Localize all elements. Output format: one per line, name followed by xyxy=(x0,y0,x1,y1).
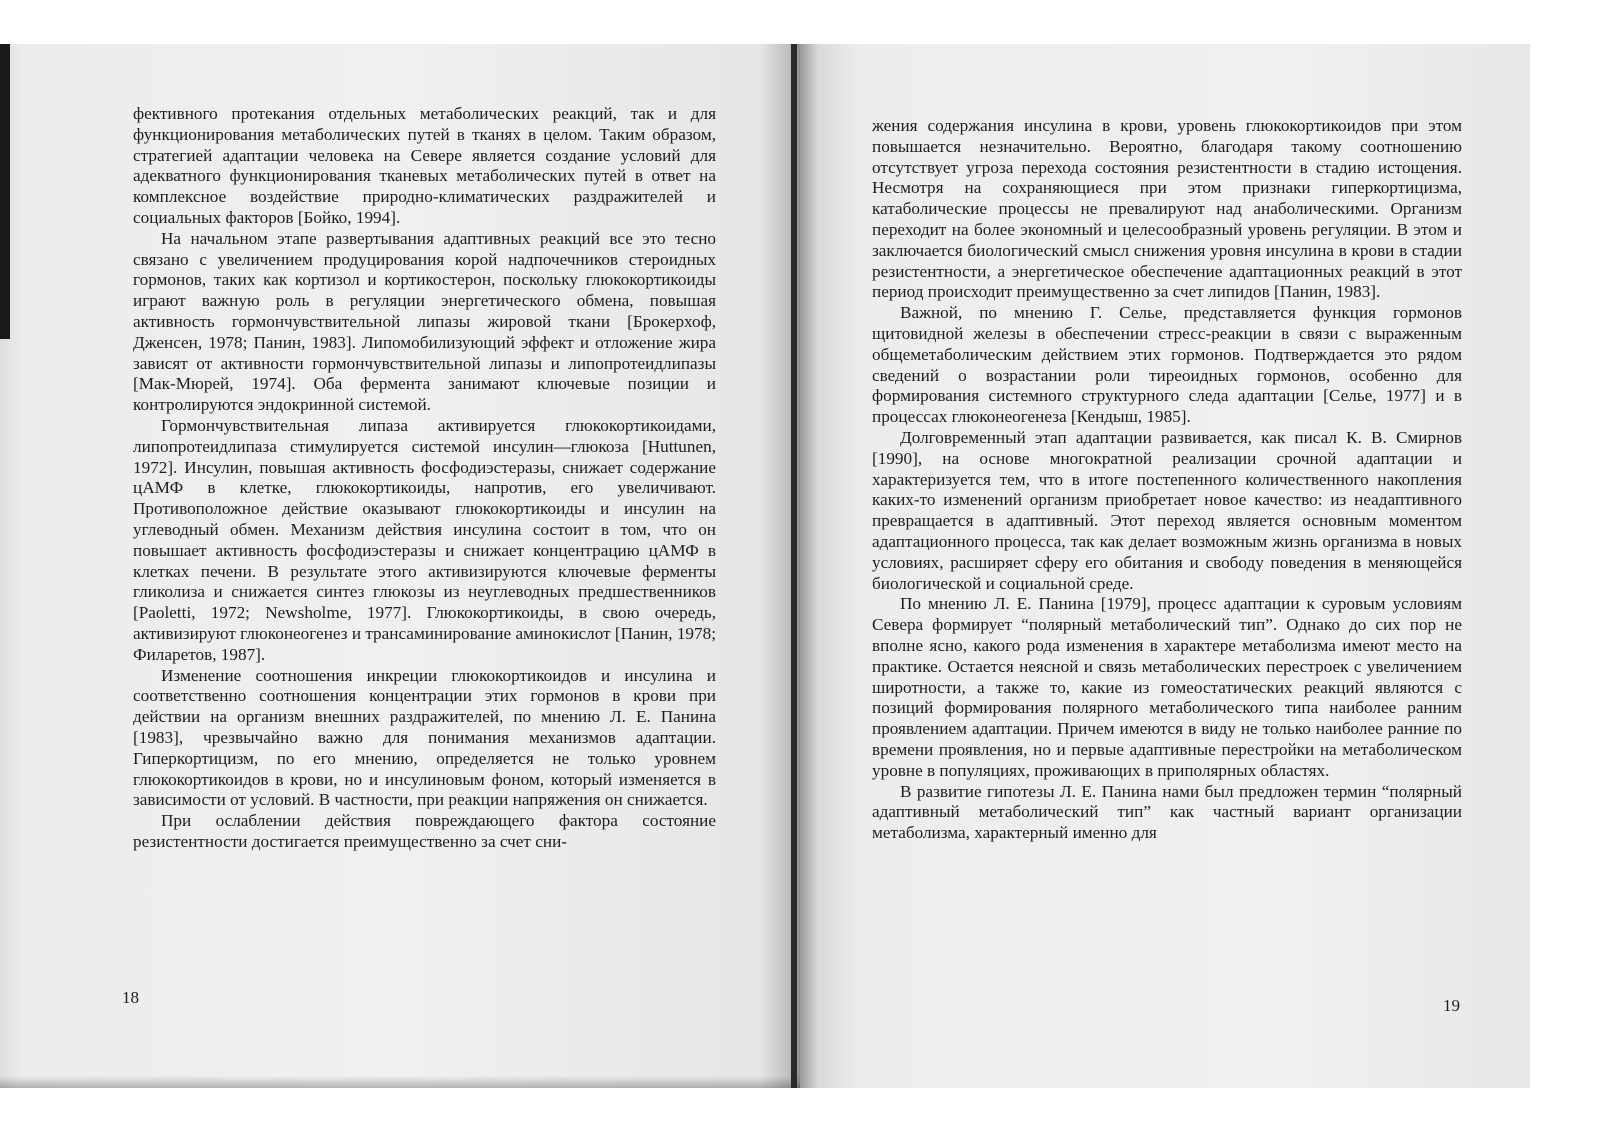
paragraph: фективного протекания отдельных метаболических реакций, так и для функционирования метаболических путей в тканях в целом. Таким образом, стратегией адаптации человека на Севере является создание условий для адекватного функционирования тканевых метаболических путей в ответ на комплексное воздействие природно-климатических раздражителей и социальных факторов [Бойко, 1994]. xyxy=(133,104,716,227)
paragraph: В развитие гипотезы Л. Е. Панина нами был предложен термин “полярный адаптивный метаболический тип” как частный вариант организации метаболизма, характерный именно для xyxy=(872,781,1462,843)
scan-edge-shadow xyxy=(0,44,10,339)
right-page-text xyxy=(872,116,1462,844)
paragraph: Изменение соотношения инкреции глюкокортикоидов и инсулина и соответственно соотношения концентрации этих гормонов в крови при действии на организм внешних раздражителей, по мнению Л. Е. Панина [1983], чрезвычайно важно для понимания механизмов адаптации. Гиперкортицизм, по его мнению, определяется не только уровнем глюкокортикоидов в крови, но и инсулиновым фоном, который изменяется в зависимости от условий. В частности, при реакции напряжения он снижается. xyxy=(133,665,716,810)
open-book xyxy=(0,44,1530,1088)
paragraph: Долговременный этап адаптации развивается, как писал К. В. Смирнов [1990], на основе многократной реализации срочной адаптации и характеризуется тем, что в итоге постепенного количественного накопления каких-то изменений организм приобретает новое качество: из неадаптивного превращается в адаптивный. Этот переход является основным моментом адаптационного процесса, так как делает возможным жизнь организма в новых условиях, расширяет сферу его обитания и свободу поведения в меняющейся биологической и социальной среде. xyxy=(872,427,1462,593)
right-page xyxy=(800,44,1530,1088)
left-page-number: 18 xyxy=(122,988,139,1007)
left-page xyxy=(0,44,800,1088)
paragraph: По мнению Л. Е. Панина [1979], процесс адаптации к суровым условиям Севера формирует “полярный метаболический тип”. Однако до сих пор не вполне ясно, какого рода изменения в характере метаболизма имеют место на практике. Остается неясной и связь метаболических перестроек с увеличением широтности, а также то, какие из гомеостатических реакций являются с позиций формирования полярного метаболического типа наиболее ранним проявлением адаптации. Причем имеются в виду не только наиболее ранние по времени проявления, но и первые адаптивные перестройки на метаболическом уровне в популяциях, проживающих в приполярных областях. xyxy=(872,594,1462,780)
paragraph: Гормончувствительная липаза активируется глюкокортикоидами, липопротеидлипаза стимулируется системой инсулин—глюкоза [Huttunen, 1972]. Инсулин, повышая активность фосфодиэстеразы, снижает содержание цАМФ в клетке, глюкокортикоиды, напротив, его увеличивают. Противоположное действие оказывают глюкокортикоиды и инсулин на углеводный обмен. Механизм действия инсулина состоит в том, что он повышает активность фосфодиэстеразы и снижает концентрацию цАМФ в клетках печени. В результате этого активизируются ключевые ферменты гликолиза и снижается синтез глюкозы из неуглеводных предшественников [Paoletti, 1972; Newsholme, 1977]. Глюкокортикоиды, в свою очередь, активизируют глюконеогенез и трансаминирование аминокислот [Панин, 1978; Филаретов, 1987]. xyxy=(133,415,716,664)
paragraph: Важной, по мнению Г. Селье, представляется функция гормонов щитовидной железы в обеспечении стресс-реакции в связи с выраженным общеметаболическим действием этих гормонов. Подтверждается это рядом сведений о возрастании роли тиреоидных гормонов, особенно для формирования системного структурного следа адаптации [Селье, 1977] и в процессах глюконеогенеза [Кендыш, 1985]. xyxy=(872,303,1462,427)
page-bottom-shadow xyxy=(0,1076,800,1088)
paragraph: При ослаблении действия повреждающего фактора состояние резистентности достигается преимущественно за счет сни- xyxy=(133,811,716,851)
paragraph: жения содержания инсулина в крови, уровень глюкокортикоидов при этом повышается незначительно. Вероятно, благодаря такому соотношению отсутствует угроза перехода состояния резистентности в стадию истощения. Несмотря на сохраняющиеся при этом признаки гиперкортицизма, катаболические процессы не превалируют над анаболическими. Организм переходит на более экономный и целесообразный уровень регуляции. В этом и заключается биологический смысл снижения уровня инсулина в крови в стадии резистентности, а энергетическое обеспечение адаптационных реакций в этот период происходит преимущественно за счет липидов [Панин, 1983]. xyxy=(872,116,1462,302)
paragraph: На начальном этапе развертывания адаптивных реакций все это тесно связано с увеличением продуцирования корой надпочечников стероидных гормонов, таких как кортизол и кортикостерон, поскольку глюкокортикоиды играют важную роль в регуляции энергетического обмена, повышая активность гормончувствительной липазы жировой ткани [Брокерхоф, Дженсен, 1978; Панин, 1983]. Липомобилизующий эффект и отложение жира зависят от активности гормончувствительной липазы и липопротеидлипазы [Мак-Мюрей, 1974]. Оба фермента занимают ключевые позиции и контролируются эндокринной системой. xyxy=(133,228,716,415)
book-spine xyxy=(791,44,797,1088)
left-page-text xyxy=(133,104,716,853)
right-page-number: 19 xyxy=(1443,996,1460,1015)
